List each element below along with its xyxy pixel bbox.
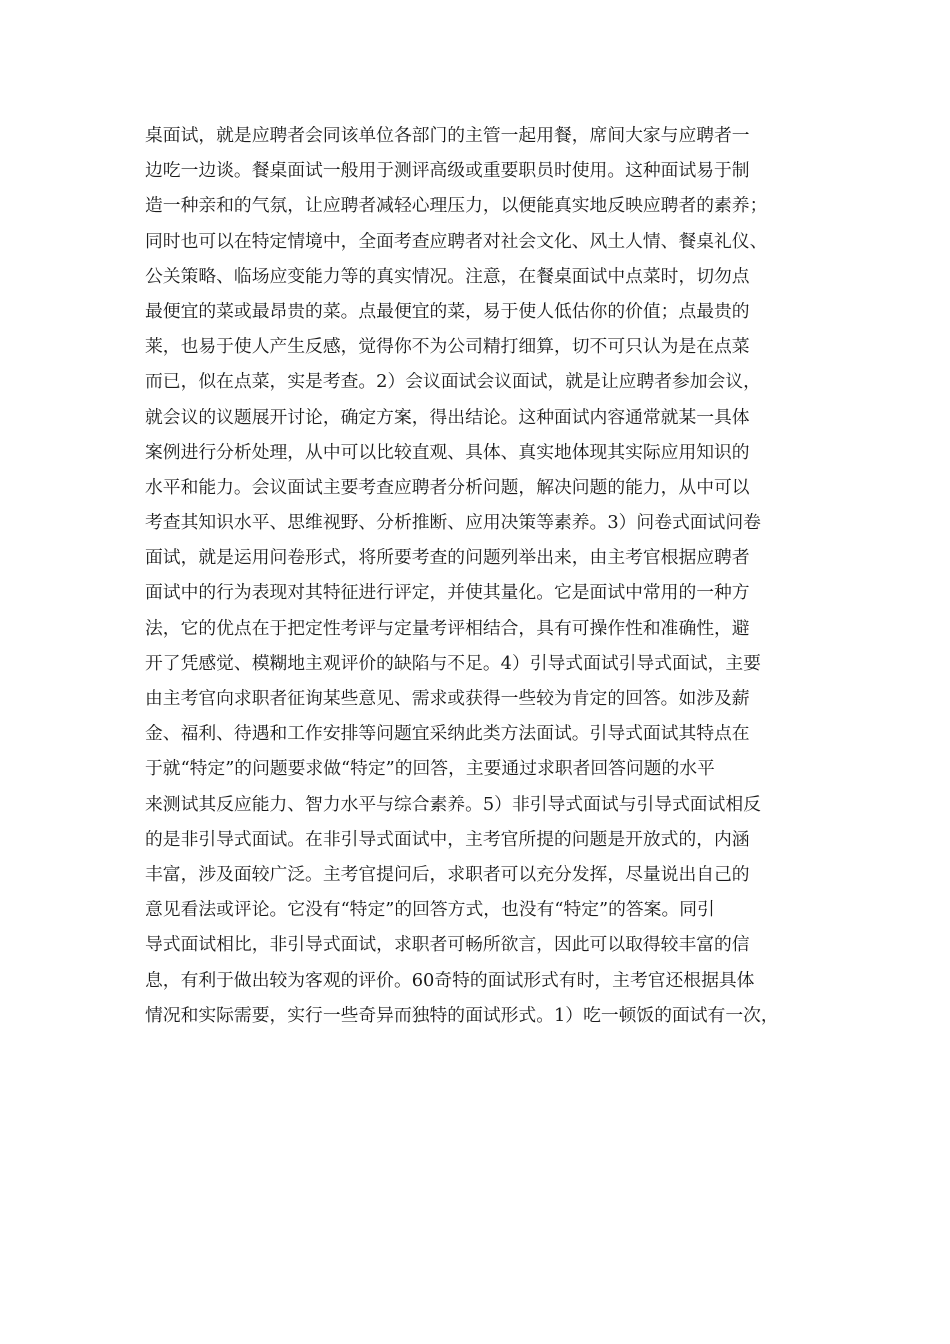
text-line: 开了凭感觉、模糊地主观评价的缺陷与不足。4）引导式面试引导式面试，主要 [145,652,761,674]
text-line: 就会议的议题展开讨论，确定方案，得出结论。这种面试内容通常就某一具体 [145,406,750,428]
text-line: 考查其知识水平、思维视野、分析推断、应用决策等素养。3）问卷式面试问卷 [145,512,761,534]
text-line: 来测试其反应能力、智力水平与综合素养。5）非引导式面试与引导式面试相反 [145,793,761,815]
text-line: 公关策略、临场应变能力等的真实情况。注意，在餐桌面试中点菜时，切勿点 [145,265,750,287]
text-line: 而已，似在点菜，实是考查。2）会议面试会议面试，就是让应聘者参加会议， [145,371,761,393]
text-line: 法，它的优点在于把定性考评与定量考评相结合，具有可操作性和准确性，避 [145,617,750,639]
text-line: 造一种亲和的气氛，让应聘者减轻心理压力，以便能真实地反映应聘者的素养； [145,195,768,217]
text-line: 边吃一边谈。餐桌面试一般用于测评高级或重要职员时使用。这种面试易于制 [145,160,750,182]
text-line: 情况和实际需要，实行一些奇异而独特的面试形式。1）吃一顿饭的面试有一次， [145,1004,779,1026]
text-line: 同时也可以在特定情境中，全面考查应聘者对社会文化、风土人情、餐桌礼仪、 [145,230,768,252]
text-line: 导式面试相比，非引导式面试，求职者可畅所欲言，因此可以取得较丰富的信 [145,934,750,956]
text-line: 案例进行分析处理，从中可以比较直观、具体、真实地体现其实际应用知识的 [145,441,750,463]
text-line: 莱，也易于使人产生反感，觉得你不为公司精打细算，切不可只认为是在点菜 [145,336,750,358]
text-line: 于就“特定”的问题要求做“特定”的回答，主要通过求职者回答问题的水平 [145,758,715,780]
body-text [145,118,825,1033]
text-line: 丰富，涉及面较广泛。主考官提问后，求职者可以充分发挥，尽量说出自己的 [145,863,750,885]
text-line: 桌面试，就是应聘者会同该单位各部门的主管一起用餐，席间大家与应聘者一 [145,125,750,146]
text-line: 由主考官向求职者征询某些意见、需求或获得一些较为肯定的回答。如涉及薪 [145,688,750,709]
text-line: 的是非引导式面试。在非引导式面试中，主考官所提的问题是开放式的，内涵 [145,828,750,850]
text-line: 水平和能力。会议面试主要考查应聘者分析问题，解决问题的能力，从中可以 [145,476,750,498]
text-line: 面试，就是运用问卷形式，将所要考查的问题列举出来，由主考官根据应聘者 [145,547,750,569]
text-line: 面试中的行为表现对其特征进行评定，并使其量化。它是面试中常用的一种方 [145,582,750,604]
text-line: 最便宜的菜或最昂贵的菜。点最便宜的菜，易于使人低估你的价值；点最贵的 [145,300,750,322]
text-line: 意见看法或评论。它没有“特定”的回答方式，也没有“特定”的答案。同引 [145,899,715,921]
text-line: 金、福利、待遇和工作安排等问题宜采纳此类方法面试。引导式面试其特点在 [145,723,750,745]
text-line: 息，有利于做出较为客观的评价。60奇特的面试形式有时，主考官还根据具体 [145,969,755,991]
